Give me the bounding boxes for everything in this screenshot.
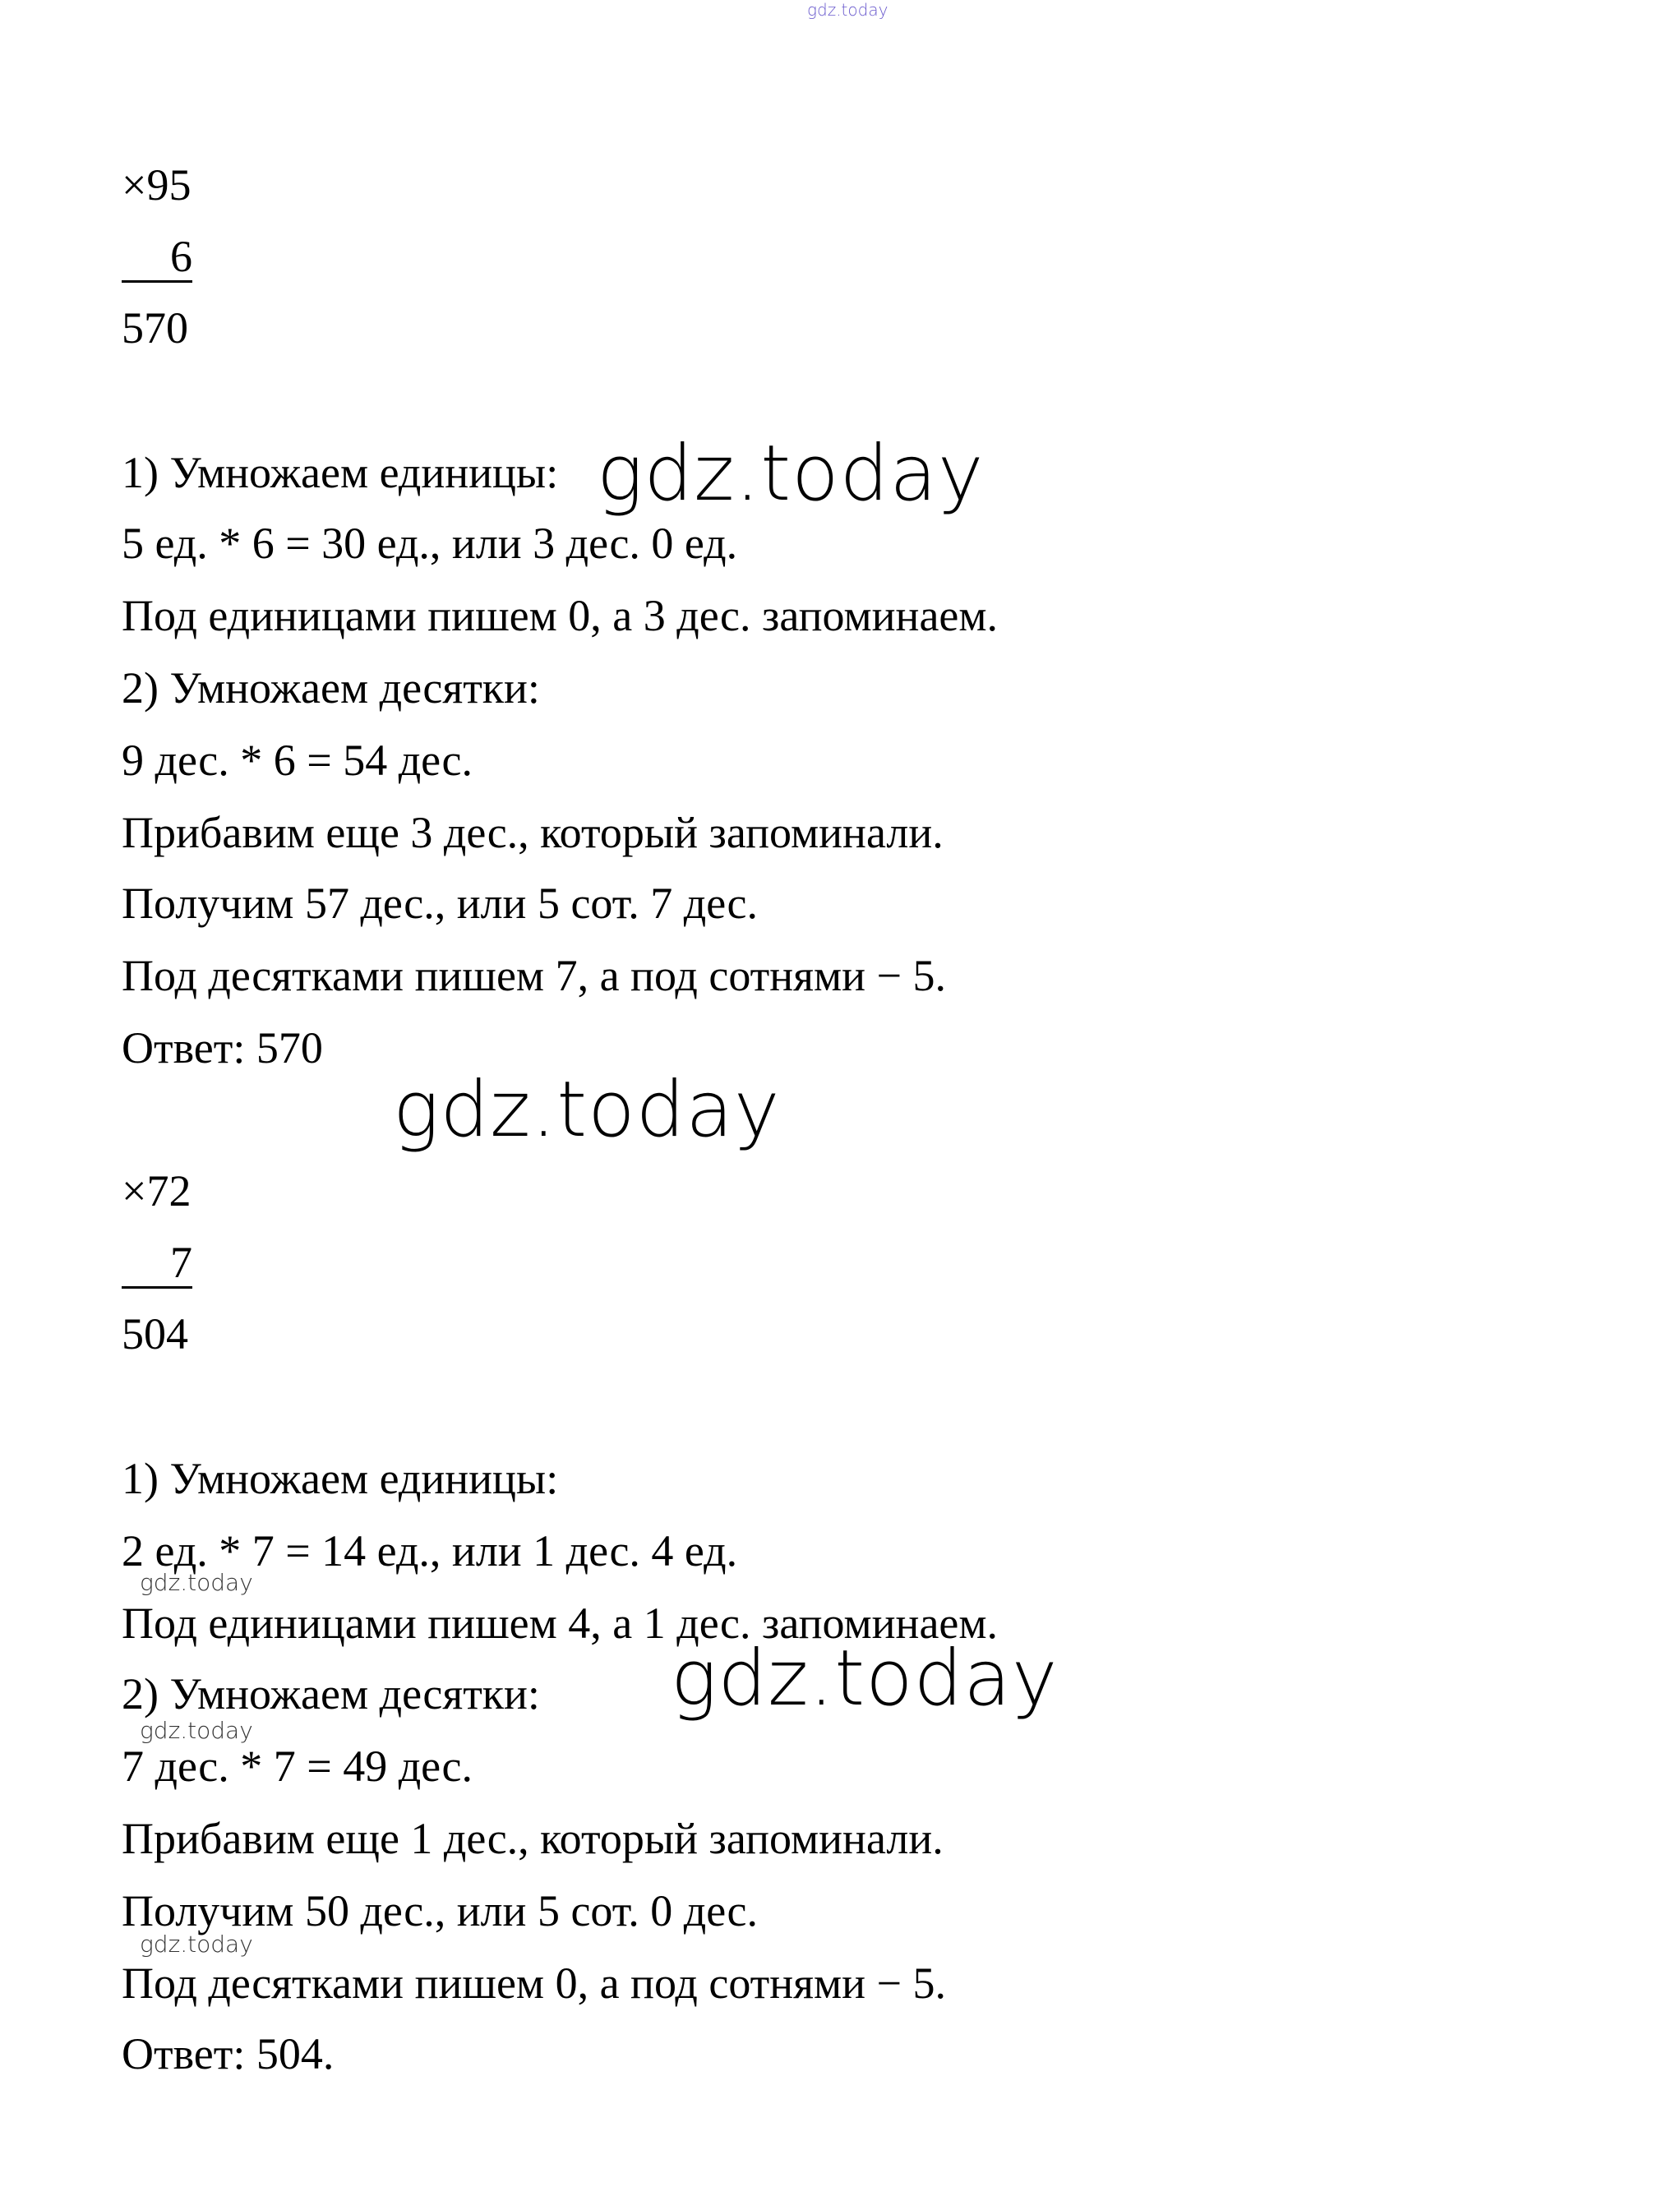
p1-step-4: 2) Умножаем десятки: bbox=[122, 663, 540, 713]
watermark-large-2: gdz.today bbox=[393, 1065, 781, 1155]
p2-step-7: Получим 50 дес., или 5 сот. 0 дес. bbox=[122, 1886, 759, 1935]
p2-step-4: 2) Умножаем десятки: bbox=[122, 1669, 540, 1719]
p1-answer: Ответ: 570 bbox=[122, 1023, 323, 1073]
watermark-large-1: gdz.today bbox=[597, 429, 985, 519]
p1-product: 570 bbox=[122, 303, 188, 353]
p1-step-8: Под десятками пишем 7, а под сотнями − 5. bbox=[122, 951, 946, 1000]
watermark-small-3: gdz.today bbox=[140, 1931, 253, 1958]
p2-step-2: 2 ед. * 7 = 14 ед., или 1 дес. 4 ед. bbox=[122, 1526, 738, 1575]
p2-step-1: 1) Умножаем единицы: bbox=[122, 1454, 559, 1503]
watermark-small-1: gdz.today bbox=[140, 1569, 253, 1596]
p2-factor2: 7 bbox=[122, 1239, 192, 1289]
p1-step-5: 9 дес. * 6 = 54 дес. bbox=[122, 736, 473, 785]
p2-factor1: ×72 bbox=[122, 1166, 192, 1216]
p1-step-7: Получим 57 дес., или 5 сот. 7 дес. bbox=[122, 879, 759, 928]
watermark-top: gdz.today bbox=[807, 0, 888, 20]
p2-step-8: Под десятками пишем 0, а под сотнями − 5. bbox=[122, 1958, 946, 2008]
p2-step-3: Под единицами пишем 4, а 1 дес. запоминаем. bbox=[122, 1599, 999, 1648]
p2-step-6: Прибавим еще 1 дес., который запоминали. bbox=[122, 1814, 944, 1863]
p2-answer: Ответ: 504. bbox=[122, 2029, 335, 2078]
p2-step-5: 7 дес. * 7 = 49 дес. bbox=[122, 1742, 473, 1791]
watermark-small-2: gdz.today bbox=[140, 1717, 253, 1744]
p1-factor1: ×95 bbox=[122, 160, 192, 210]
p1-step-2: 5 ед. * 6 = 30 ед., или 3 дес. 0 ед. bbox=[122, 519, 738, 568]
watermark-large-3: gdz.today bbox=[671, 1634, 1059, 1723]
p1-step-1: 1) Умножаем единицы: bbox=[122, 448, 559, 497]
p1-factor2: 6 bbox=[122, 233, 192, 283]
p2-product: 504 bbox=[122, 1309, 188, 1359]
p1-step-6: Прибавим еще 3 дес., который запоминали. bbox=[122, 808, 944, 857]
p1-factor2-row bbox=[122, 233, 192, 283]
p1-step-3: Под единицами пишем 0, а 3 дес. запоминаем. bbox=[122, 591, 999, 640]
p2-factor2-row bbox=[122, 1239, 192, 1289]
